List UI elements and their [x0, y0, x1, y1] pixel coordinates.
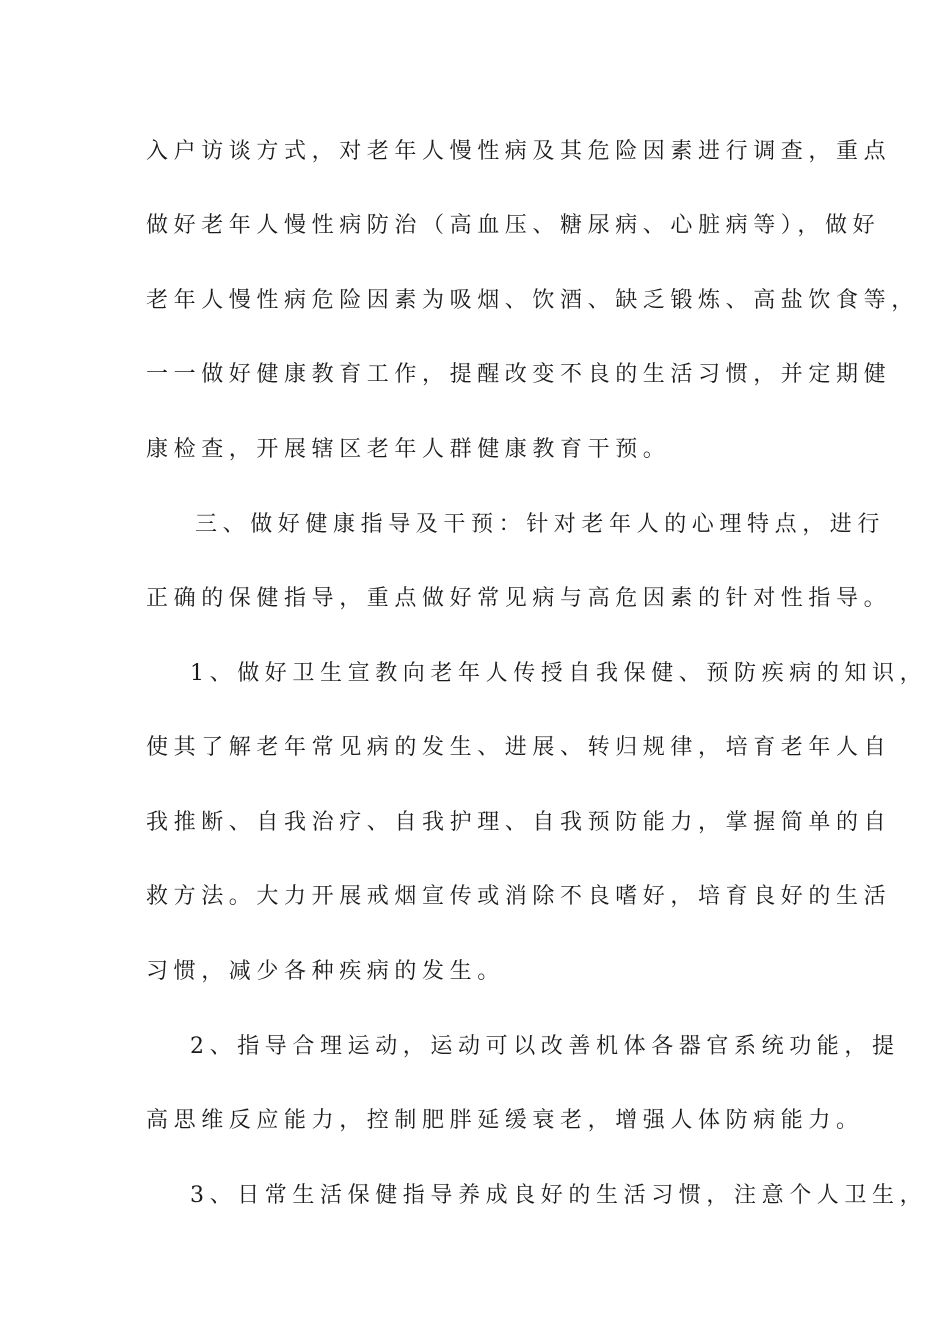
body-text-line: 我推断、自我治疗、自我护理、自我预防能力，掌握简单的自	[146, 810, 892, 835]
body-text-line: 使其了解老年常见病的发生、进展、转归规律，培育老年人自	[146, 735, 892, 760]
body-text-line: 康检查，开展辖区老年人群健康教育干预。	[146, 437, 671, 462]
body-text-line: 老年人慢性病危险因素为吸烟、饮酒、缺乏锻炼、高盐饮食等，	[146, 288, 919, 313]
body-text-line: 正确的保健指导，重点做好常见病与高危因素的针对性指导。	[146, 586, 892, 611]
body-text-line: 高思维反应能力，控制肥胖延缓衰老，增强人体防病能力。	[146, 1108, 864, 1133]
list-item-line: 2、指导合理运动，运动可以改善机体各器官系统功能，提	[190, 1034, 900, 1059]
section-heading-line: 三、做好健康指导及干预：针对老年人的心理特点，进行	[195, 512, 886, 537]
body-text-line: 做好老年人慢性病防治（高血压、糖尿病、心脏病等），做好	[146, 213, 881, 238]
body-text-line: 习惯，减少各种疾病的发生。	[146, 959, 505, 984]
list-item-line: 1、做好卫生宣教向老年人传授自我保健、预防疾病的知识，	[190, 661, 928, 686]
body-text-line: 救方法。大力开展戒烟宣传或消除不良嗜好，培育良好的生活	[146, 884, 892, 909]
body-text-line: 入户访谈方式，对老年人慢性病及其危险因素进行调查，重点	[146, 139, 892, 164]
body-text-line: 一一做好健康教育工作，提醒改变不良的生活习惯，并定期健	[146, 362, 892, 387]
list-item-line: 3、日常生活保健指导养成良好的生活习惯，注意个人卫生，	[190, 1183, 928, 1208]
